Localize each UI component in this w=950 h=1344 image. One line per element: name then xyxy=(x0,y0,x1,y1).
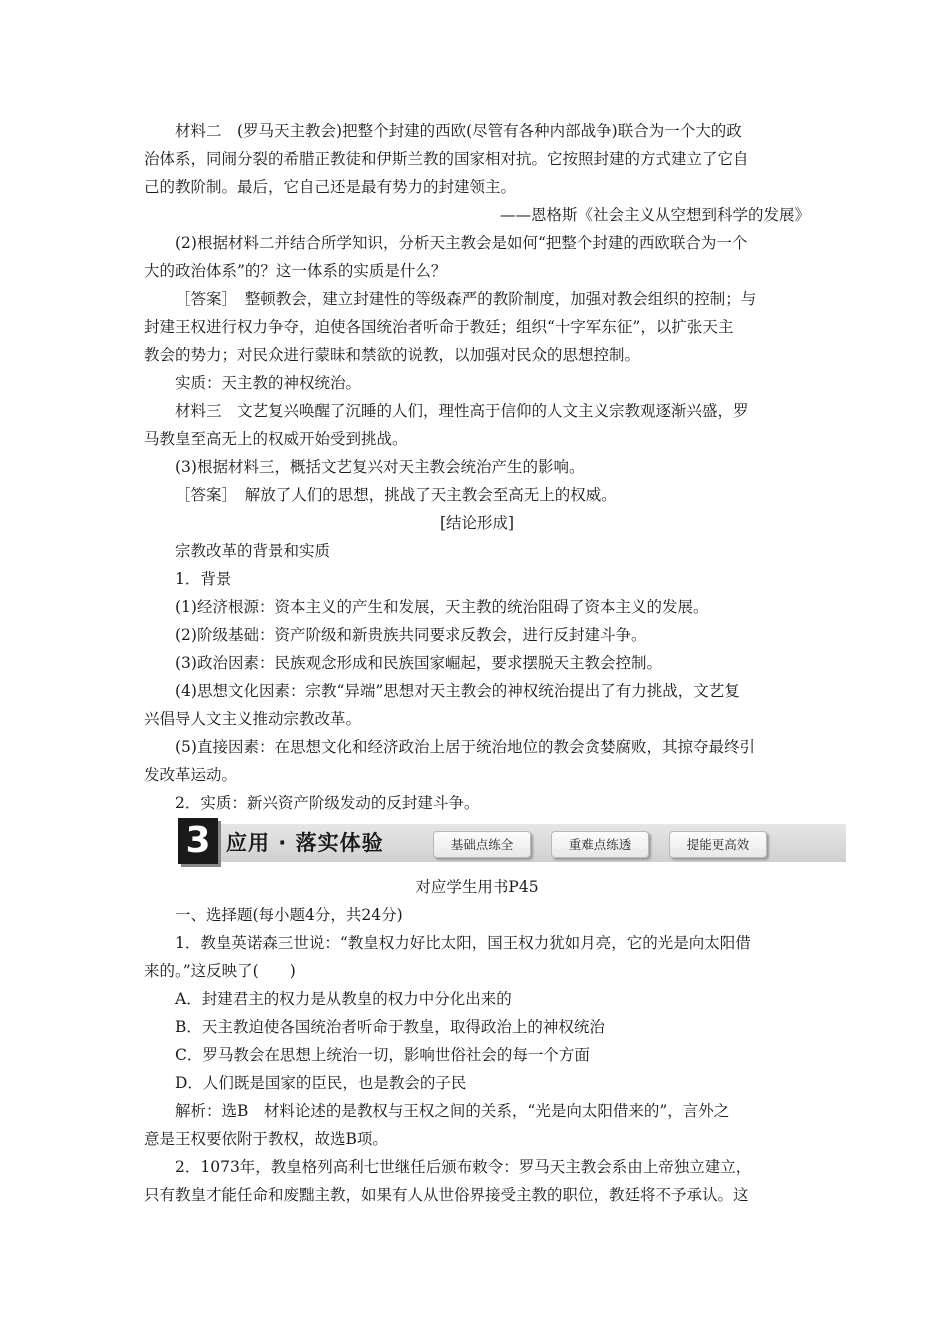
tab-advanced-practice[interactable]: 提能更高效 xyxy=(669,831,767,858)
material3-paragraph xyxy=(144,397,810,453)
option-d: D．人们既是国家的臣民，也是教会的子民 xyxy=(175,1074,467,1092)
text-line: (2)根据材料二并结合所学知识，分析天主教会是如何“把整个封建的西欧联合为一个 xyxy=(175,234,748,252)
text-line: 马教皇至高无上的权威开始受到挑战。 xyxy=(144,430,408,448)
background-title: 1．背景 xyxy=(175,570,232,588)
option-b: B．天主教迫使各国统治者听命于教皇，取得政治上的神权统治 xyxy=(175,1018,605,1036)
tab-key-practice[interactable]: 重难点练透 xyxy=(551,831,649,858)
text-line: 只有教皇才能任命和废黜主教，如果有人从世俗界接受主教的职位，教廷将不予承认。这 xyxy=(144,1186,749,1204)
text-line: (4)思想文化因素：宗教“异端”思想对天主教会的神权统治提出了有力挑战，文艺复 xyxy=(175,682,740,700)
section-title: 应用 · 落实体验 xyxy=(226,831,384,855)
conclusion-heading: [结论形成] xyxy=(439,514,515,532)
option-a: A．封建君主的权力是从教皇的权力中分化出来的 xyxy=(175,990,512,1008)
text-line: 治体系，同闹分裂的希腊正教徒和伊斯兰教的国家相对抗。它按照封建的方式建立了它自 xyxy=(144,150,749,168)
question-3: (3)根据材料三，概括文艺复兴对天主教会统治产生的影响。 xyxy=(175,458,585,476)
text-line: 大的政治体系”的？这一体系的实质是什么？ xyxy=(144,262,447,280)
text-line: 发改革运动。 xyxy=(144,766,238,784)
option-c: C．罗马教会在思想上统治一切，影响世俗社会的每一个方面 xyxy=(175,1046,590,1064)
question-2 xyxy=(144,229,810,285)
answer-3: ［答案］ 解放了人们的思想，挑战了天主教会至高无上的权威。 xyxy=(175,486,617,504)
essence-text: 实质：天主教的神权统治。 xyxy=(175,374,362,392)
text-line: 材料三 文艺复兴唤醒了沉睡的人们，理性高于信仰的人文主义宗教观逐渐兴盛，罗 xyxy=(175,402,749,420)
conclusion-subtitle: 宗教改革的背景和实质 xyxy=(175,542,331,560)
section-number-badge: 3 xyxy=(178,818,218,864)
background-item xyxy=(144,677,810,733)
text-line: (5)直接因素：在思想文化和经济政治上居于统治地位的教会贪婪腐败，其掠夺最终引 xyxy=(175,738,755,756)
question-1 xyxy=(144,929,810,985)
material2-paragraph xyxy=(144,117,810,201)
book-reference: 对应学生用书P45 xyxy=(415,878,539,896)
text-line: 解析：选B 材料论述的是教权与王权之间的关系，“光是向太阳借来的”，言外之 xyxy=(175,1102,730,1120)
text-line: 意是王权要依附于教权，故选B项。 xyxy=(144,1130,388,1148)
text-line: ［答案］ 整顿教会，建立封建性的等级森严的教阶制度，加强对教会组织的控制；与 xyxy=(175,290,757,308)
background-item: (1)经济根源：资本主义的产生和发展，天主教的统治阻碍了资本主义的发展。 xyxy=(175,598,709,616)
text-line: 己的教阶制。最后，它自己还是最有势力的封建领主。 xyxy=(144,178,517,196)
background-item: (3)政治因素：民族观念形成和民族国家崛起，要求摆脱天主教会控制。 xyxy=(175,654,662,672)
question-2-exercise xyxy=(144,1153,810,1209)
text-line: 来的。”这反映了( ) xyxy=(144,962,296,980)
essence-item: 2．实质：新兴资产阶级发动的反封建斗争。 xyxy=(175,794,480,812)
text-line: 封建王权进行权力争夺，迫使各国统治者听命于教廷；组织“十字军东征”，以扩张天主 xyxy=(144,318,734,336)
tab-basic-practice[interactable]: 基础点练全 xyxy=(433,831,531,858)
analysis-1 xyxy=(144,1097,810,1153)
section-heading: 一、选择题(每小题4分，共24分) xyxy=(175,906,403,924)
material2-source: ——恩格斯《社会主义从空想到科学的发展》 xyxy=(499,206,810,224)
text-line: 兴倡导人文主义推动宗教改革。 xyxy=(144,710,362,728)
background-item xyxy=(144,733,810,789)
background-item: (2)阶级基础：资产阶级和新贵族共同要求反教会，进行反封建斗争。 xyxy=(175,626,647,644)
text-line: 教会的势力；对民众进行蒙昧和禁欲的说教，以加强对民众的思想控制。 xyxy=(144,346,641,364)
text-line: 1．教皇英诺森三世说：“教皇权力好比太阳，国王权力犹如月亮，它的光是向太阳借 xyxy=(175,934,751,952)
text-line: 2．1073年，教皇格列高利七世继任后颁布敕令：罗马天主教会系由上帝独立建立， xyxy=(175,1158,752,1176)
answer-2 xyxy=(144,285,810,369)
text-line: 材料二 (罗马天主教会)把整个封建的西欧(尽管有各种内部战争)联合为一个大的政 xyxy=(175,122,742,140)
